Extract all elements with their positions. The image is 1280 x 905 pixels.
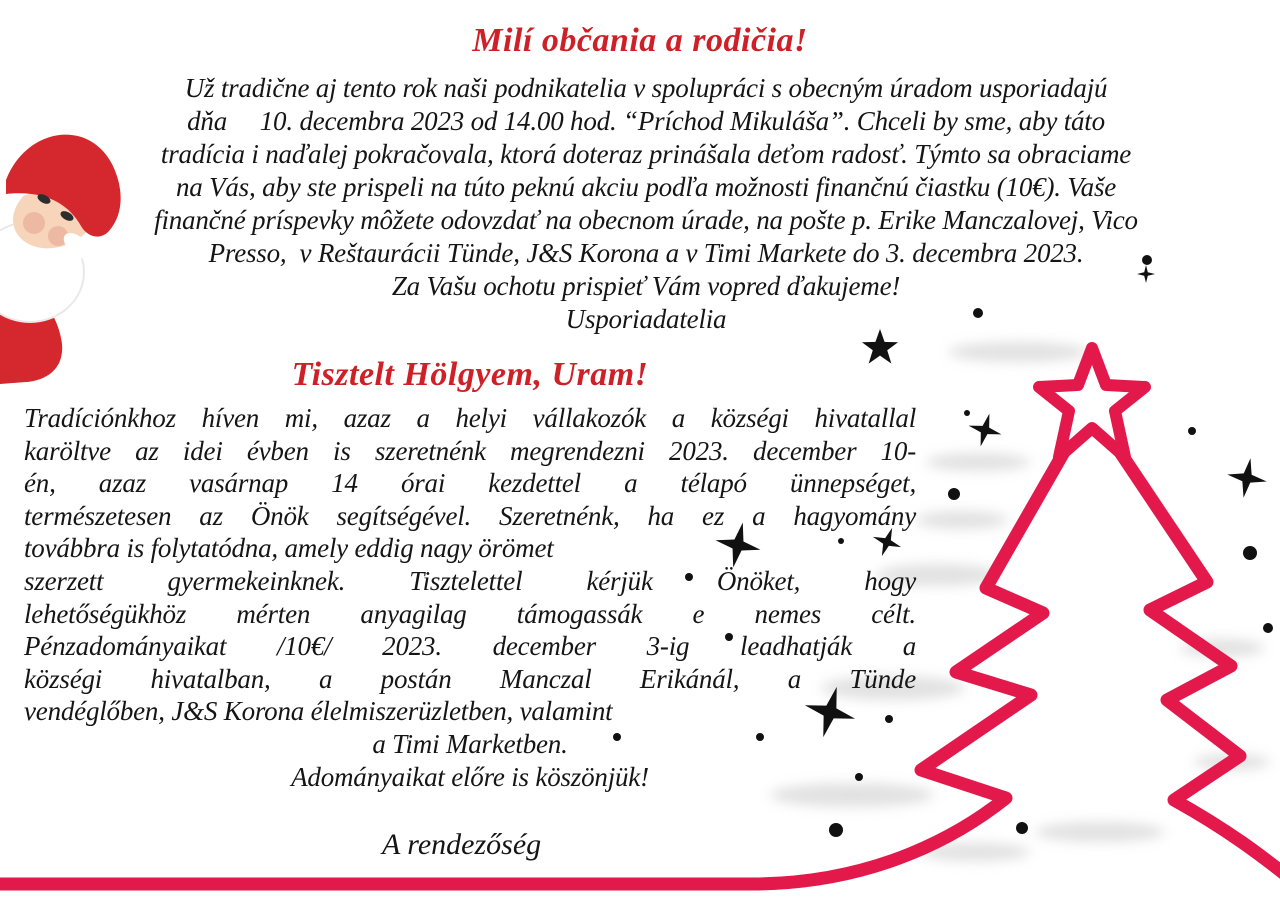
text-line: Pénzadományaikat /10€/ 2023. december 3-ig leadhatják a (24, 631, 916, 662)
hungarian-title: Tisztelt Hölgyem, Uram! (291, 356, 649, 393)
text-line: szerzett gyermekeinknek. Tisztelettel kérjük Önöket, hogy (24, 565, 916, 596)
text-line: községi hivatalban, a postán Manczal Erikánál, a Tünde (24, 663, 916, 694)
dot-icon (948, 488, 960, 500)
text-line: a Timi Marketben. (372, 728, 568, 759)
text-line: na Vás, aby ste prispeli na túto peknú akciu podľa možnosti finančnú čiastku (10€). Vaše (175, 172, 1117, 202)
text-line: lehetőségükhöz mérten anyagilag támogassák e nemes célt. (24, 598, 916, 629)
sparkle-star-icon (1224, 455, 1270, 501)
text-line: én, azaz vasárnap 14 órai kezdettel a télapó ünnepséget, (24, 468, 916, 499)
dot-icon (964, 410, 970, 416)
slovak-paragraph (62, 72, 1230, 336)
text-line: továbbra is folytatódna, amely eddig nagy örömet (24, 533, 554, 564)
santa-cheek-left (23, 212, 45, 234)
dot-icon (1243, 546, 1257, 560)
hungarian-signoff: A rendezőség (382, 828, 542, 861)
dot-icon (1263, 623, 1273, 633)
text-line: dňa 10. decembra 2023 od 14.00 hod. “Príchod Mikuláša”. Chceli by sme, aby táto (187, 106, 1105, 136)
sparkle-star-icon (964, 409, 1006, 451)
text-line: tradícia i naďalej pokračovala, ktorá doteraz prinášala deťom radosť. Týmto sa obraciame (160, 139, 1132, 169)
text-line: karöltve az idei évben is szeretnénk megrendezni 2023. december 10- (24, 435, 916, 466)
text-line: természetesen az Önök segítségével. Szeretnénk, ha ez a hagyomány (24, 500, 916, 531)
text-line: Za Vašu ochotu prispieť Vám vopred ďakujeme! (391, 271, 901, 301)
dot-icon (829, 823, 843, 837)
text-line: vendéglőben, J&S Korona élelmiszerüzletben, valamint (24, 696, 613, 727)
dot-icon (1188, 427, 1196, 435)
hungarian-paragraph (24, 402, 916, 793)
slovak-title: Milí občania a rodičia! (472, 22, 808, 59)
text-line: Usporiadatelia (565, 304, 727, 334)
text-line: finančné príspevky môžete odovzdať na obecnom úrade, na pošte p. Erike Manczalovej, Vico (154, 205, 1138, 235)
tree-star-topper-icon (1039, 348, 1145, 457)
dot-icon (1016, 822, 1028, 834)
text-line: Adományaikat előre is köszönjük! (291, 761, 649, 792)
text-line: Presso, v Reštaurácii Tünde, J&S Korona a v Timi Markete do 3. decembra 2023. (208, 238, 1084, 268)
text-line: Už tradične aj tento rok naši podnikatelia v spolupráci s obecným úradom usporiadajú (184, 73, 1108, 103)
text-line: Tradíciónkhoz híven mi, azaz a helyi vállakozók a községi hivatallal (24, 403, 916, 433)
tree-right-side (1120, 452, 1280, 880)
